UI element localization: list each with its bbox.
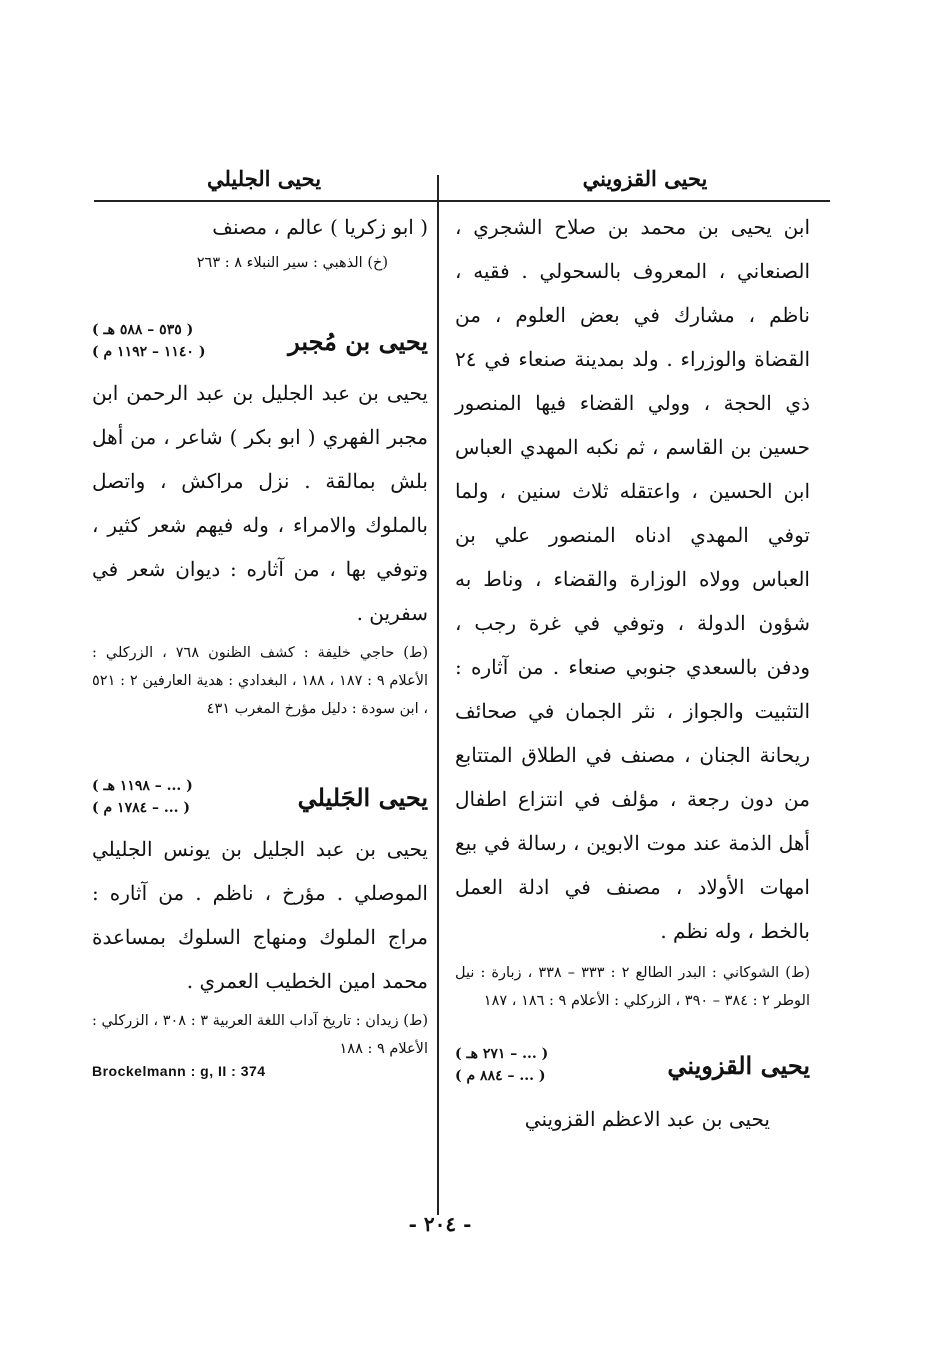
entry-date-gregorian: ( ... – ١٧٨٤ م ) (92, 800, 190, 816)
entry-dates-mujbir (92, 319, 205, 363)
continued-entry-body: ( ابو زكريا ) عالم ، مصنف (212, 215, 428, 239)
entry-name-qazwini: يحيى القزويني (667, 1050, 810, 1080)
entry-name-mujbir: يحيى بن مُجبر (288, 326, 428, 356)
entry-dates-qazwini (455, 1043, 548, 1087)
entry-date-hijri: ( ... – ٢٧١ هـ ) (455, 1046, 549, 1062)
entry-date-gregorian: ( ... – ٨٨٤ م ) (455, 1068, 546, 1084)
entry-heading-qazwini (455, 1043, 810, 1087)
entry-name-jalili: يحيى الجَليلي (297, 782, 428, 812)
page-number: - ٢٠٤ - (408, 1212, 472, 1236)
entry-body-jalili: يحيى بن عبد الجليل بن يونس الجليلي الموصلي . مؤرخ ، ناظم . من آثاره : مراج الملوك ومنهاج السلوك بمساعدة محمد امين الخطيب العمري . (92, 837, 428, 993)
left-column-header: يحيى الجليلي (206, 166, 322, 191)
entry-refs-mujbir: (ط) حاجي خليفة : كشف الظنون ٧٦٨ ، الزركلي : الأعلام ٩ : ١٨٧ ، ١٨٨ ، البغدادي : هدية العارفين ٢ : ٥٢١ ، ابن سودة : دليل مؤرخ المغرب ٤٣١ (92, 645, 429, 717)
right-column-header: يحيى القزويني (582, 166, 708, 191)
entry-body-qazwini: يحيى بن عبد الاعظم القزويني (524, 1107, 770, 1131)
entry-heading-jalili (92, 775, 428, 819)
entry-body-mujbir: يحيى بن عبد الجليل بن عبد الرحمن ابن مجبر الفهري ( ابو بكر ) شاعر ، من أهل بلش بمالقة . نزل مراكش ، واتصل بالملوك والامراء ، وله فيهم شعر كثير ، وتوفي بها ، من آثاره : ديوان شعر في سفرين . (92, 381, 428, 625)
entry-date-gregorian: ( ١١٤٠ – ١١٩٢ م ) (92, 344, 206, 360)
right-column (455, 205, 810, 1141)
column-divider (437, 175, 439, 1215)
left-column (92, 205, 428, 1079)
entry-dates-jalili (92, 775, 193, 819)
header-rule (94, 200, 830, 202)
entry-body-sahuli: ابن يحيى بن محمد بن صلاح الشجري ، الصنعاني ، المعروف بالسحولي . فقيه ، ناظم ، مشارك في بعض العلوم ، من القضاة والوزراء . ولد بمدينة صنعاء في ٢٤ ذي الحجة ، وولي القضاء فيها المنصور حسين بن القاسم ، ثم نكبه المهدي العباس ابن الحسين ، واعتقله ثلاث سنين ، ولما توفي المهدي ادناه المنصور علي بن العباس وولاه الوزارة والقضاء ، وناط به شؤون الدولة ، وتوفي في غرة رجب ، ودفن بالسعدي جنوبي صنعاء . من آثاره : التثبيت والجواز ، نثر الجمان في صحائف ريحانة الجنان ، مصنف في الطلاق المتتابع من دون رجعة ، مؤلف في انتزاع اطفال أهل الذمة عند موت الابوين ، رسالة في بيع امهات الأولاد ، مصنف في ادلة العمل بالخط ، وله نظم . (455, 215, 810, 943)
entry-refs-sahuli: (ط) الشوكاني : البدر الطالع ٢ : ٣٣٣ – ٣٣٨ ، زبارة : نيل الوطر ٢ : ٣٨٤ – ٣٩٠ ، الزركلي : الأعلام ٩ : ١٨٦ ، ١٨٧ (455, 965, 811, 1009)
entry-date-hijri: ( ٥٣٥ – ٥٨٨ هـ ) (92, 322, 194, 338)
entry-heading-mujbir (92, 319, 428, 363)
entry-refs-jalili: (ط) زيدان : تاريخ آداب اللغة العربية ٣ : ٣٠٨ ، الزركلي : الأعلام ٩ : ١٨٨ (92, 1013, 428, 1057)
entry-date-hijri: ( ... – ١١٩٨ هـ ) (92, 778, 193, 794)
brockelmann-reference: Brockelmann : g, II : 374 (92, 1063, 266, 1079)
continued-entry-refs: (خ) الذهبي : سير النبلاء ٨ : ٢٦٣ (196, 255, 388, 271)
